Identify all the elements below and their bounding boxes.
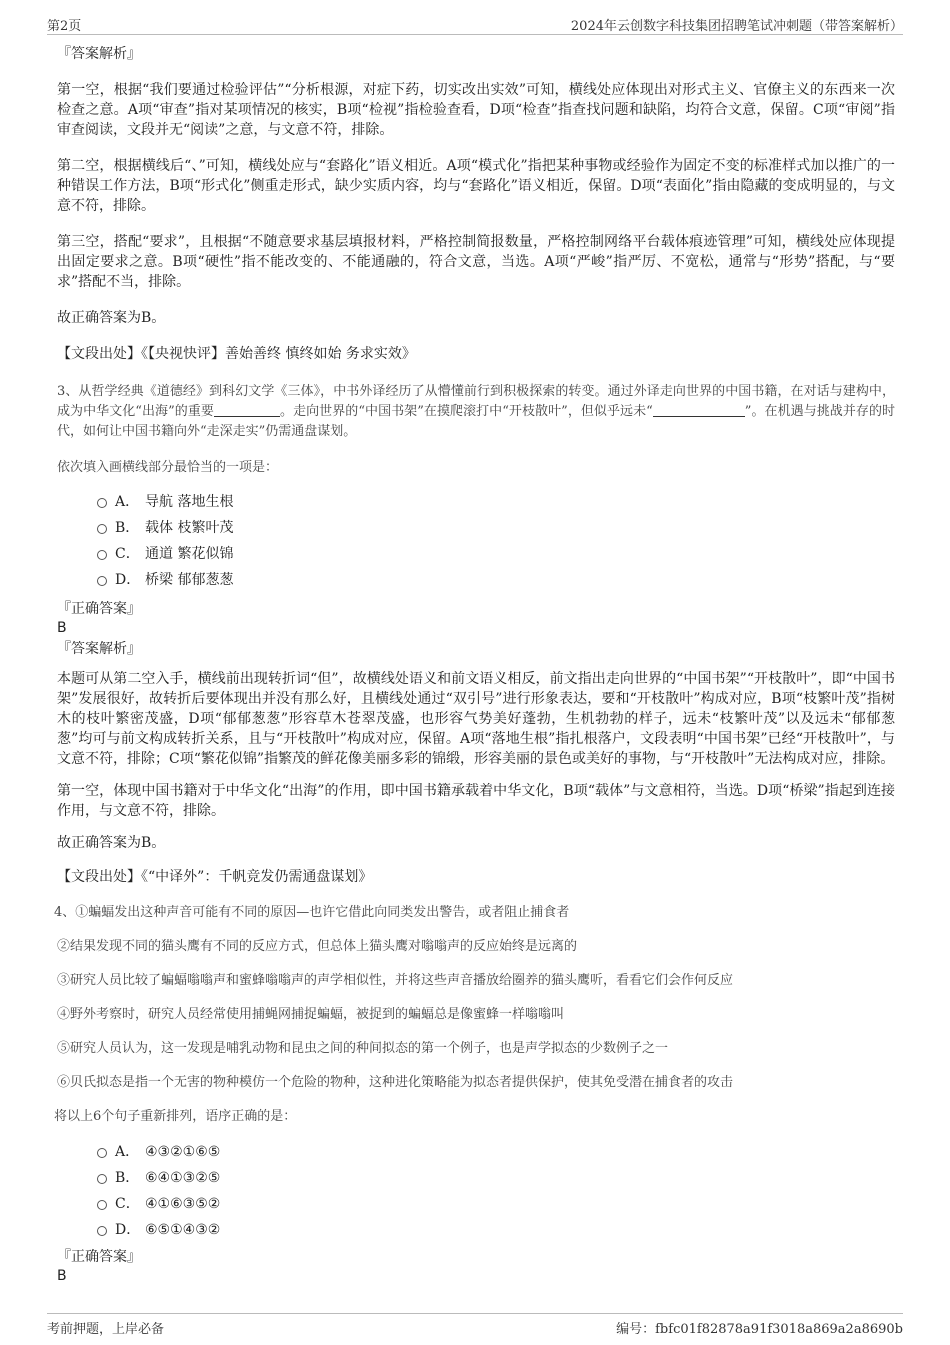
radio-icon[interactable] bbox=[97, 1200, 107, 1210]
q3-option-c[interactable]: C． 通道 繁花似锦 bbox=[57, 541, 895, 567]
q2-analysis-paragraph-1: 第一空，根据“我们要通过检验评估”“分析根源，对症下药，切实改出实效”可知，横线处应体现出对形式主义、官僚主义的东西来一次检查之意。A项“审查”指对某项情况的核实，B项“检视”指检验查看，D项“检查”指查找问题和缺陷，均符合文意，保留。C项“审阅”指审查阅读，文段并无“阅读”之意，与文意不符，排除。 bbox=[57, 82, 895, 138]
q4-sentence-1: 4、①蝙蝠发出这种声音可能有不同的原因—也许它借此向同类发出警告，或者阻止捕食者 bbox=[54, 905, 570, 920]
q3-source: 【文段出处】《“中译外”：千帆竞发仍需通盘谋划》 bbox=[57, 869, 373, 885]
q3-option-d[interactable]: D． 桥梁 郁郁葱葱 bbox=[57, 567, 895, 593]
q2-analysis-label: 『答案解析』 bbox=[57, 46, 141, 62]
document-id: 编号：fbfc01f82878a91f3018a869a2a8690b bbox=[616, 1322, 903, 1337]
q4-option-d[interactable]: D． ⑥⑤①④③② bbox=[57, 1217, 895, 1243]
q3-option-b[interactable]: B． 载体 枝繁叶茂 bbox=[57, 515, 895, 541]
q4-sentence-2: ②结果发现不同的猫头鹰有不同的反应方式，但总体上猫头鹰对嗡嗡声的反应始终是远离的 bbox=[57, 939, 578, 954]
document-title: 2024年云创数字科技集团招聘笔试冲刺题（带答案解析） bbox=[570, 19, 903, 34]
radio-icon[interactable] bbox=[97, 1174, 107, 1184]
q3-conclusion: 故正确答案为B。 bbox=[57, 835, 166, 851]
q3-options bbox=[57, 489, 895, 593]
footer-slogan: 考前押题，上岸必备 bbox=[47, 1322, 165, 1337]
q2-source: 【文段出处】《【央视快评】善始善终 慎终如始 务求实效》 bbox=[57, 346, 416, 362]
q4-option-c[interactable]: C． ④①⑥③⑤② bbox=[57, 1191, 895, 1217]
q2-analysis-paragraph-2: 第二空，根据横线后“、”可知，横线处应与“套路化”语义相近。A项“模式化”指把某种事物或经验作为固定不变的标准样式加以推广的一种错误工作方法，B项“形式化”侧重走形式，缺少实质内容，均与“套路化”语义相近，保留。D项“表面化”指由隐藏的变成明显的，与文意不符，排除。 bbox=[57, 158, 895, 214]
q4-option-a[interactable]: A． ④③②①⑥⑤ bbox=[57, 1139, 895, 1165]
q4-options bbox=[57, 1139, 895, 1243]
q4-sentence-5: ⑤研究人员认为，这一发现是哺乳动物和昆虫之间的种间拟态的第一个例子，也是声学拟态的少数例子之一 bbox=[57, 1041, 669, 1056]
radio-icon[interactable] bbox=[97, 1148, 107, 1158]
radio-icon[interactable] bbox=[97, 550, 107, 560]
radio-icon[interactable] bbox=[97, 524, 107, 534]
q4-correct-answer: B bbox=[57, 1268, 67, 1284]
q4-sentence-4: ④野外考察时，研究人员经常使用捕蝇网捕捉蝙蝠，被捉到的蝙蝠总是像蜜蜂一样嗡嗡叫 bbox=[57, 1007, 565, 1022]
q3-blank-2 bbox=[653, 402, 745, 417]
q4-prompt: 将以上6个句子重新排列，语序正确的是： bbox=[54, 1109, 297, 1124]
q2-conclusion: 故正确答案为B。 bbox=[57, 310, 166, 326]
q3-blank-1 bbox=[214, 402, 280, 417]
radio-icon[interactable] bbox=[97, 498, 107, 508]
q3-option-a[interactable]: A． 导航 落地生根 bbox=[57, 489, 895, 515]
q4-correct-label: 『正确答案』 bbox=[57, 1249, 141, 1265]
q3-analysis-label: 『答案解析』 bbox=[57, 641, 141, 657]
q4-option-b[interactable]: B． ⑥④①③②⑤ bbox=[57, 1165, 895, 1191]
radio-icon[interactable] bbox=[97, 1226, 107, 1236]
q4-sentence-3: ③研究人员比较了蝙蝠嗡嗡声和蜜蜂嗡嗡声的声学相似性，并将这些声音播放给圈养的猫头鹰听，看看它们会作何反应 bbox=[57, 973, 734, 988]
q3-analysis-paragraph-1: 本题可从第二空入手，横线前出现转折词“但”，故横线处语义和前文语义相反，前文指出走向世界的“中国书架”“开枝散叶”，即“中国书架”发展很好，故转折后要体现出并没有那么好，且横线处通过“双引号”进行形象表达，要和“开枝散叶”构成对应，B项“枝繁叶茂”指树木的枝叶繁密茂盛，D项“郁郁葱葱”形容草木苍翠茂盛，也形容气势美好蓬勃，生机勃勃的样子，远未“枝繁叶茂”以及远未“郁郁葱葱”均可与前文构成转折关系，且与“开枝散叶”构成对应，保留。A项“落地生根”指扎根落户，文段表明“中国书架”已经“开枝散叶”，与文意不符，排除；C项“繁花似锦”指繁茂的鲜花像美丽多彩的锦缎，形容美丽的景色或美好的事物，与“开枝散叶”无法构成对应，排除。 bbox=[57, 671, 895, 767]
q3-stem: 3、从哲学经典《道德经》到科幻文学《三体》，中书外译经历了从懵懂前行到积极探索的转变。通过外译走向世界的中国书籍，在对话与建构中，成为中华文化“出海”的重要 。走向世界的“中国书架”在摸爬滚打中“开枝散叶”，但似乎远未“ ”。在机遇与挑战并存的时代，如何让中国书籍向外“走深走实”仍需通盘谋划。 bbox=[57, 384, 896, 439]
q3-analysis-paragraph-2: 第一空，体现中国书籍对于中华文化“出海”的作用，即中国书籍承载着中华文化，B项“载体”与文意相符，当选。D项“桥梁”指起到连接作用，与文意不符，排除。 bbox=[57, 783, 895, 819]
q3-prompt: 依次填入画横线部分最恰当的一项是： bbox=[57, 460, 279, 475]
page-header bbox=[47, 14, 903, 35]
q3-correct-answer: B bbox=[57, 620, 67, 636]
q2-analysis-paragraph-3: 第三空，搭配“要求”，且根据“不随意要求基层填报材料，严格控制简报数量，严格控制网络平台载体痕迹管理”可知，横线处应体现提出固定要求之意。B项“硬性”指不能改变的、不能通融的，符合文意，当选。A项“严峻”指严厉、不宽松，通常与“形势”搭配，与“要求”搭配不当，排除。 bbox=[57, 234, 895, 290]
page-number: 第2页 bbox=[47, 19, 82, 34]
page-content bbox=[54, 44, 896, 1285]
q3-correct-label: 『正确答案』 bbox=[57, 601, 141, 617]
q4-sentence-6: ⑥贝氏拟态是指一个无害的物种模仿一个危险的物种，这种进化策略能为拟态者提供保护，使其免受潜在捕食者的攻击 bbox=[57, 1075, 734, 1090]
page-footer bbox=[47, 1313, 903, 1338]
radio-icon[interactable] bbox=[97, 576, 107, 586]
